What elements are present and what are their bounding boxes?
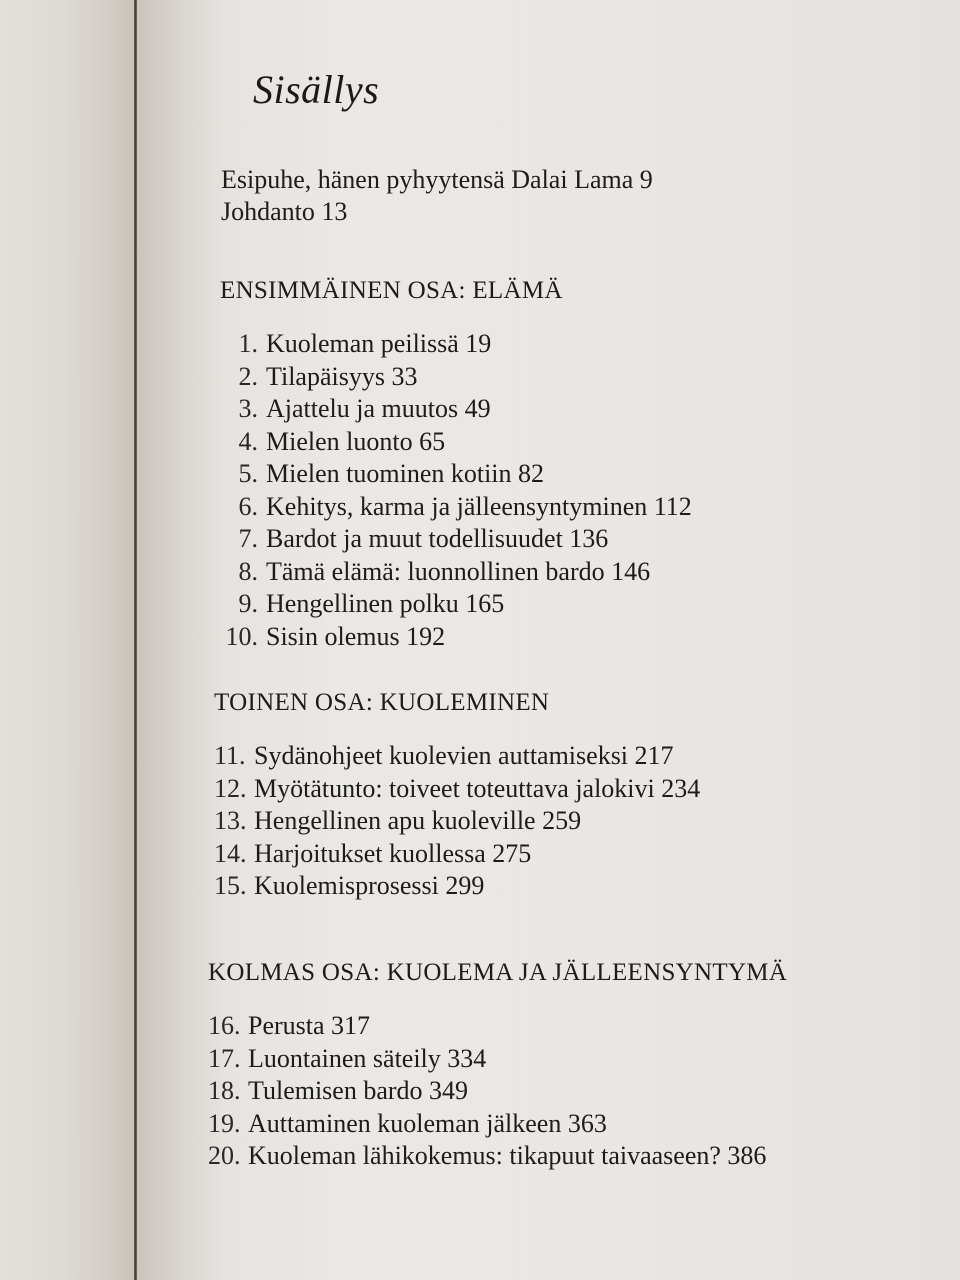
chapter-entry <box>208 1140 787 1173</box>
chapter-number: 3. <box>238 394 258 423</box>
chapter-entry <box>220 426 692 459</box>
chapter-entry <box>214 838 700 871</box>
chapter-number: 4. <box>238 426 258 456</box>
front-matter <box>221 164 653 228</box>
part-section <box>208 958 787 1173</box>
chapter-number: 14. <box>214 838 247 868</box>
chapter-title: Kuoleman lähikokemus: tikapuut taivaaseen? 386 <box>248 1141 767 1170</box>
chapter-entry <box>220 588 692 621</box>
front-matter-item: Esipuhe, hänen pyhyytensä Dalai Lama 9 <box>221 165 653 194</box>
chapter-title: Tämä elämä: luonnollinen bardo 146 <box>266 556 651 586</box>
chapter-title: Sydänohjeet kuolevien auttamiseksi 217 <box>254 741 674 770</box>
chapter-title: Harjoitukset kuollessa 275 <box>254 838 532 868</box>
chapter-entry <box>208 1075 787 1108</box>
left-page-edge <box>0 0 136 1280</box>
chapter-title: Tilapäisyys 33 <box>266 361 418 391</box>
part-section <box>220 276 692 653</box>
chapter-entry <box>220 556 692 589</box>
chapter-number: 18. <box>208 1076 241 1105</box>
chapter-entry <box>220 361 692 394</box>
chapter-number: 8. <box>238 556 258 586</box>
chapter-entry <box>220 328 692 361</box>
chapter-number: 1. <box>238 329 258 358</box>
chapter-title: Sisin olemus 192 <box>266 621 446 651</box>
chapter-number: 10. <box>225 621 258 651</box>
chapter-number: 19. <box>208 1108 241 1138</box>
chapter-number: 7. <box>238 524 258 553</box>
chapter-number: 9. <box>238 589 258 618</box>
page-title: Sisällys <box>253 67 380 112</box>
chapter-entry <box>214 870 700 903</box>
chapter-number: 5. <box>238 459 258 488</box>
chapter-number: 2. <box>238 361 258 391</box>
chapter-title: Kehitys, karma ja jälleensyntyminen 112 <box>266 491 692 521</box>
chapter-title: Mielen tuominen kotiin 82 <box>266 459 545 488</box>
chapter-number: 11. <box>214 741 246 770</box>
right-page <box>137 0 960 1280</box>
chapter-title: Tulemisen bardo 349 <box>248 1076 469 1105</box>
chapter-title: Kuolemisprosessi 299 <box>254 871 485 900</box>
chapter-title: Myötätunto: toiveet toteuttava jalokivi 234 <box>254 773 701 803</box>
part-section <box>214 688 700 903</box>
part-heading: TOINEN OSA: KUOLEMINEN <box>214 689 550 716</box>
chapter-title: Luontainen säteily 334 <box>248 1043 487 1073</box>
chapter-entry <box>214 773 700 806</box>
part-heading: KOLMAS OSA: KUOLEMA JA JÄLLEENSYNTYMÄ <box>208 959 788 986</box>
chapter-number: 17. <box>208 1043 241 1073</box>
chapter-entry <box>214 805 700 838</box>
chapter-title: Bardot ja muut todellisuudet 136 <box>266 524 609 553</box>
chapter-title: Hengellinen polku 165 <box>266 589 505 618</box>
chapter-entry <box>214 740 700 773</box>
chapter-entry <box>220 523 692 556</box>
chapter-list <box>220 328 692 653</box>
chapter-title: Perusta 317 <box>248 1011 371 1040</box>
chapter-number: 12. <box>214 773 247 803</box>
chapter-entry <box>220 621 692 654</box>
chapter-entry <box>220 393 692 426</box>
chapter-number: 6. <box>238 491 258 521</box>
chapter-title: Mielen luonto 65 <box>266 426 446 456</box>
chapter-title: Ajattelu ja muutos 49 <box>266 394 491 423</box>
chapter-entry <box>208 1108 787 1141</box>
part-heading: ENSIMMÄINEN OSA: ELÄMÄ <box>220 277 563 304</box>
chapter-number: 13. <box>214 806 247 835</box>
chapter-number: 20. <box>208 1141 241 1170</box>
table-of-contents <box>137 0 960 1280</box>
chapter-list <box>208 1010 787 1173</box>
chapter-entry <box>220 458 692 491</box>
chapter-number: 15. <box>214 871 247 900</box>
chapter-entry <box>208 1010 787 1043</box>
chapter-title: Auttaminen kuoleman jälkeen 363 <box>248 1108 607 1138</box>
chapter-title: Kuoleman peilissä 19 <box>266 329 492 358</box>
front-matter-item: Johdanto 13 <box>221 197 348 226</box>
chapter-entry <box>220 491 692 524</box>
chapter-number: 16. <box>208 1011 241 1040</box>
chapter-list <box>214 740 700 903</box>
chapter-title: Hengellinen apu kuoleville 259 <box>254 806 582 835</box>
chapter-entry <box>208 1043 787 1076</box>
